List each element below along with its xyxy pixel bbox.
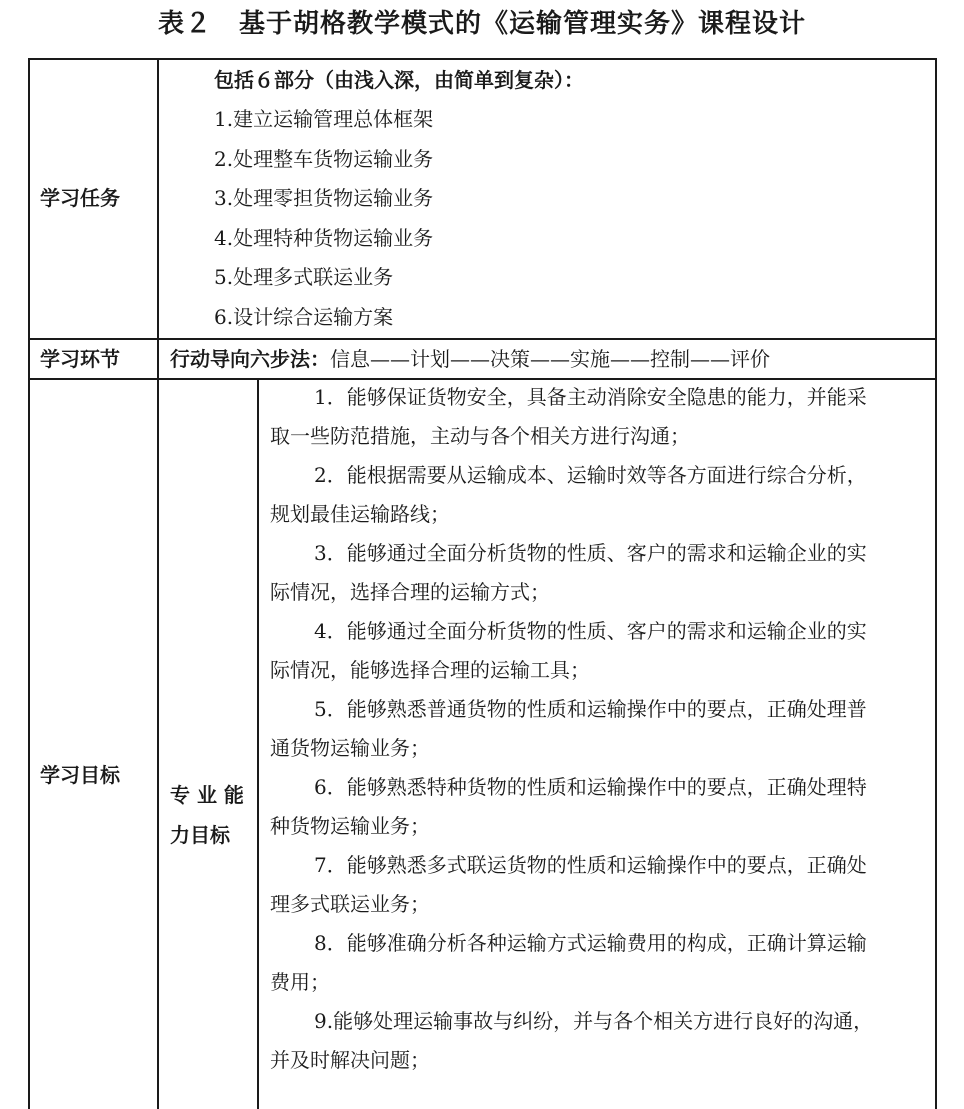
goal-line: 8．能够准确分析各种运输方式运输费用的构成，正确计算运输 [314,931,867,955]
subcolumn-divider [257,378,259,1109]
goal-line: 规划最佳运输路线； [270,502,450,526]
stage-content [170,339,770,379]
goal-line: 2．能根据需要从运输成本、运输时效等各方面进行综合分析， [314,463,867,487]
task-item-3: 3.处理零担货物运输业务 [214,186,434,210]
goal-line: 通货物运输业务； [270,736,430,760]
goal-line: 费用； [270,970,330,994]
task-item-5: 5.处理多式联运业务 [214,265,394,289]
goal-item [270,768,930,846]
task-item-4: 4.处理特种货物运输业务 [214,226,434,250]
goal-item [270,846,930,924]
goal-line: 种货物运输业务； [270,814,430,838]
goal-line: 5．能够熟悉普通货物的性质和运输操作中的要点，正确处理普 [314,697,867,721]
goal-line: 取一些防范措施，主动与各个相关方进行沟通； [270,424,690,448]
goal-line: 际情况，能够选择合理的运输工具； [270,658,590,682]
stage-steps: 信息——计划——决策——实施——控制——评价 [330,347,770,371]
goal-item [270,690,930,768]
sublabel-professional-line1: 专 业 能 [170,783,244,807]
task-intro: 包括６部分（由浅入深，由简单到复杂）： [214,68,584,92]
row-label-task: 学习任务 [40,186,120,210]
goal-line: 并及时解决问题； [270,1048,430,1072]
goal-line: 4．能够通过全面分析货物的性质、客户的需求和运输企业的实 [314,619,867,643]
stage-lead: 行动导向六步法： [170,347,330,371]
goal-line: 6．能够熟悉特种货物的性质和运输操作中的要点，正确处理特 [314,775,867,799]
column-divider [157,58,159,1109]
task-item-6: 6.设计综合运输方案 [214,305,394,329]
table-title: 表２ 基于胡格教学模式的《运输管理实务》课程设计 [157,9,806,39]
task-item-1: 1.建立运输管理总体框架 [214,107,434,131]
goal-line: 7．能够熟悉多式联运货物的性质和运输操作中的要点，正确处 [314,853,867,877]
row-label-goal: 学习目标 [40,763,120,787]
goal-item [270,924,930,1002]
goal-line: 际情况，选择合理的运输方式； [270,580,550,604]
goal-line: 3．能够通过全面分析货物的性质、客户的需求和运输企业的实 [314,541,867,565]
task-item-2: 2.处理整车货物运输业务 [214,147,434,171]
goal-item [270,456,930,534]
table-border-right [935,58,937,1109]
row-label-stage: 学习环节 [40,347,120,371]
goal-list [270,378,930,1080]
goal-line: 1．能够保证货物安全，具备主动消除安全隐患的能力，并能采 [314,385,867,409]
goal-line: 理多式联运业务； [270,892,430,916]
goal-item [270,1002,930,1080]
sublabel-professional-line2: 力目标 [170,823,230,847]
goal-item [270,534,930,612]
table-border-left [28,58,30,1109]
goal-line: 9.能够处理运输事故与纠纷，并与各个相关方进行良好的沟通， [314,1009,874,1033]
goal-item [270,378,930,456]
goal-item [270,612,930,690]
